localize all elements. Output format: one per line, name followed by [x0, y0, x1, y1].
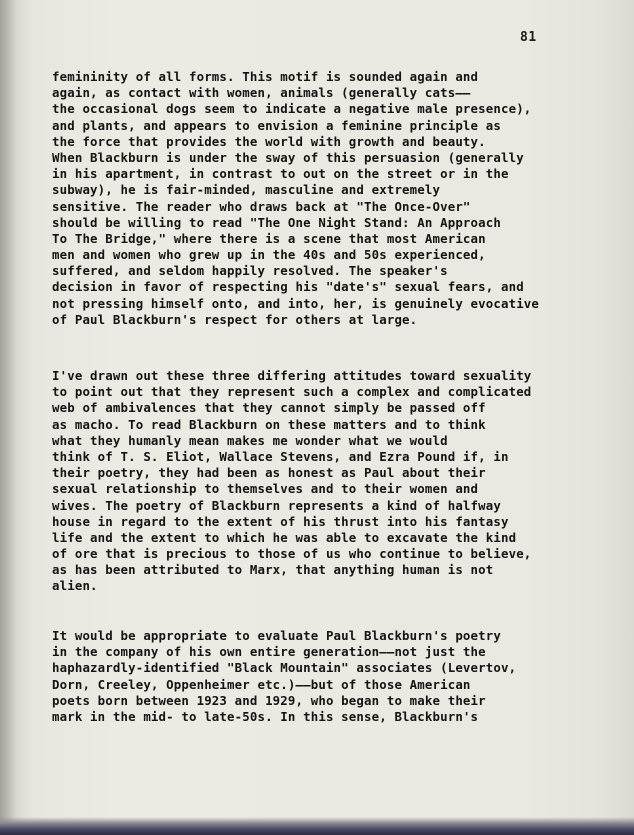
text-line: suffered, and seldom happily resolved. The speaker's	[52, 263, 448, 279]
paragraph-1	[52, 69, 592, 328]
text-line: haphazardly-identified "Black Mountain" associates (Levertov,	[52, 660, 517, 676]
text-line: as macho. To read Blackburn on these matters and to think	[52, 416, 486, 432]
text-line: the occasional dogs seem to indicate a negative male presence),	[52, 101, 532, 117]
text-line: alien.	[52, 578, 98, 594]
text-line: not pressing himself onto, and into, her, is genuinely evocative	[52, 295, 540, 311]
text-line: sexual relationship to themselves and to their women and	[52, 481, 479, 497]
page-number: 81	[520, 30, 537, 45]
text-line: again, as contact with women, animals (generally cats——	[52, 85, 471, 101]
spine-shadow	[0, 0, 18, 835]
text-line: It would be appropriate to evaluate Paul Blackburn's poetry	[52, 628, 501, 643]
text-line: I've drawn out these three differing attitudes toward sexuality	[52, 368, 532, 383]
text-line: should be willing to read "The One Night Stand: An Approach	[52, 214, 501, 230]
text-line: sensitive. The reader who draws back at "The Once-Over"	[52, 198, 471, 214]
paragraph-2	[52, 368, 592, 595]
text-line: femininity of all forms. This motif is sounded again and	[52, 69, 479, 84]
text-line: of ore that is precious to those of us who continue to believe,	[52, 546, 532, 562]
text-line: of Paul Blackburn's respect for others at large.	[52, 311, 418, 327]
paragraph-3	[52, 628, 592, 725]
text-line: wives. The poetry of Blackburn represents a kind of halfway	[52, 497, 501, 513]
text-line: their poetry, they had been as honest as Paul about their	[52, 465, 486, 481]
text-line: mark in the mid- to late-50s. In this sense, Blackburn's	[52, 708, 479, 724]
text-line: in the company of his own entire generation——not just the	[52, 644, 486, 660]
text-line: to point out that they represent such a complex and complicated	[52, 384, 532, 400]
text-line: in his apartment, in contrast to out on the street or in the	[52, 166, 509, 182]
text-line: men and women who grew up in the 40s and 50s experienced,	[52, 247, 486, 263]
page-bottom-edge	[0, 817, 634, 835]
text-line: think of T. S. Eliot, Wallace Stevens, and Ezra Pound if, in	[52, 448, 509, 464]
text-line: the force that provides the world with growth and beauty.	[52, 133, 486, 149]
text-line: as has been attributed to Marx, that anything human is not	[52, 562, 494, 578]
text-line: To The Bridge," where there is a scene that most American	[52, 230, 486, 246]
text-line: house in regard to the extent of his thrust into his fantasy	[52, 513, 509, 529]
text-line: what they humanly mean makes me wonder what we would	[52, 432, 448, 448]
text-line: poets born between 1923 and 1929, who began to make their	[52, 692, 486, 708]
text-line: life and the extent to which he was able to excavate the kind	[52, 529, 517, 545]
text-line: When Blackburn is under the sway of this persuasion (generally	[52, 149, 524, 165]
text-line: Dorn, Creeley, Oppenheimer etc.)——but of those American	[52, 676, 471, 692]
text-line: and plants, and appears to envision a feminine principle as	[52, 117, 501, 133]
text-line: web of ambivalences that they cannot simply be passed off	[52, 400, 486, 416]
text-line: subway), he is fair-minded, masculine and extremely	[52, 182, 441, 198]
text-line: decision in favor of respecting his "date's" sexual fears, and	[52, 279, 524, 295]
